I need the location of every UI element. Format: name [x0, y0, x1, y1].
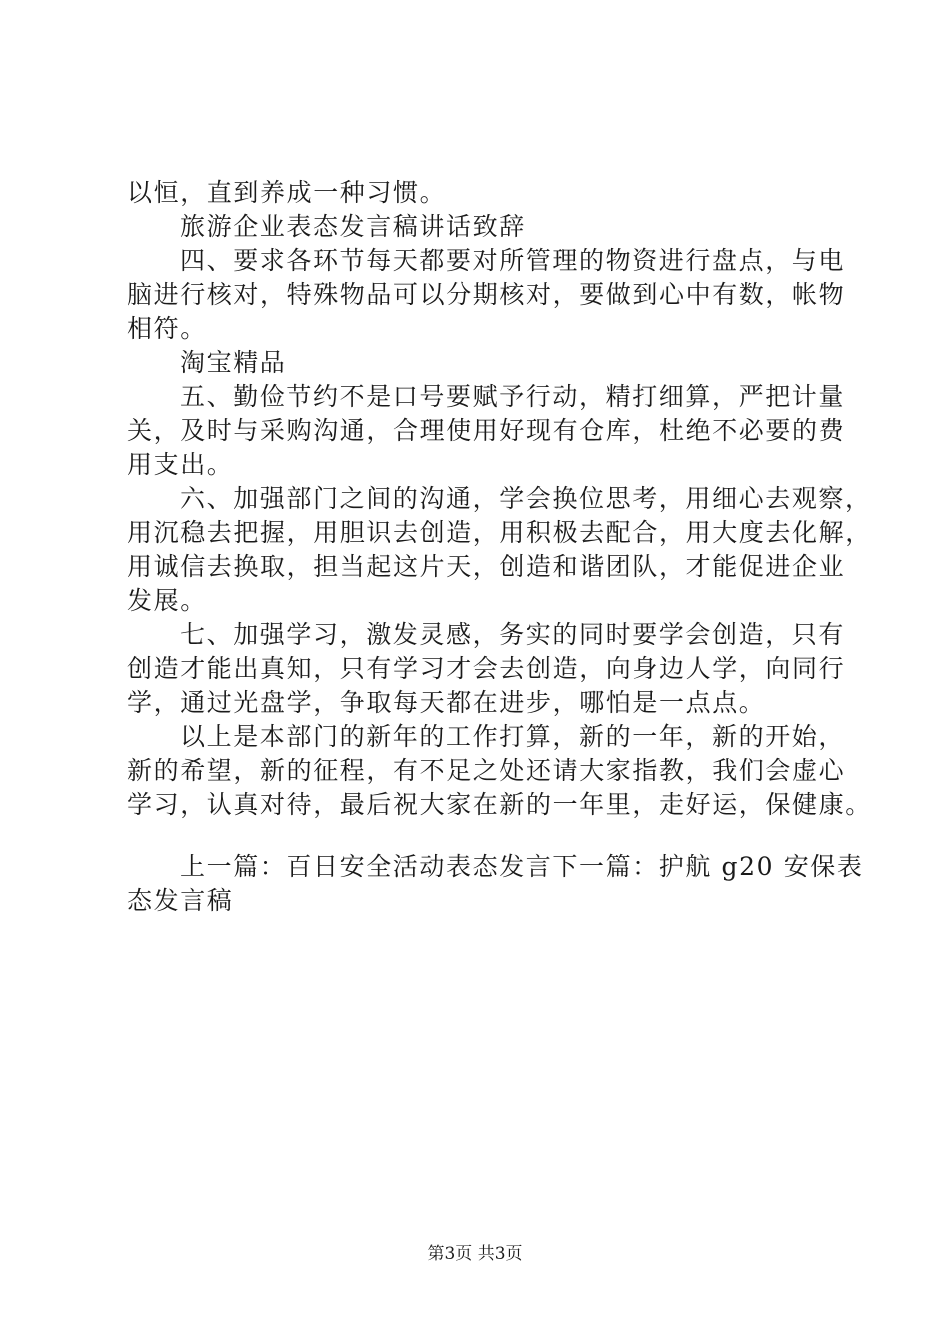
paragraph-line: 学，通过光盘学，争取每天都在进步，哪怕是一点点。 [127, 688, 766, 717]
paragraph-line: 淘宝精品 [180, 348, 287, 377]
paragraph-line: 用支出。 [127, 450, 234, 479]
paragraph-line: 旅游企业表态发言稿讲话致辞 [180, 212, 526, 241]
paragraph-line: 以恒，直到养成一种习惯。 [127, 178, 447, 207]
page-footer: 第3页 共3页 [427, 1244, 523, 1264]
paragraph-line: 相符。 [127, 314, 207, 343]
prev-next-link[interactable]: 上一篇：百日安全活动表态发言下一篇：护航 g20 安保表 [180, 852, 864, 881]
paragraph-line: 发展。 [127, 586, 207, 615]
paragraph-line: 用诚信去换取，担当起这片天，创造和谐团队，才能促进企业 [127, 552, 846, 581]
paragraph-line: 创造才能出真知，只有学习才会去创造，向身边人学，向同行 [127, 654, 846, 683]
paragraph-line: 关，及时与采购沟通，合理使用好现有仓库，杜绝不必要的费 [127, 416, 846, 445]
paragraph-line: 用沉稳去把握，用胆识去创造，用积极去配合，用大度去化解， [127, 518, 872, 547]
paragraph-line: 五、勤俭节约不是口号要赋予行动，精打细算，严把计量 [180, 382, 846, 411]
paragraph-line: 四、要求各环节每天都要对所管理的物资进行盘点，与电 [180, 246, 846, 275]
prev-next-link-continued[interactable]: 态发言稿 [127, 886, 234, 915]
paragraph-line: 新的希望，新的征程，有不足之处还请大家指教，我们会虚心 [127, 756, 846, 785]
paragraph-line: 以上是本部门的新年的工作打算，新的一年，新的开始， [180, 722, 846, 751]
paragraph-line: 七、加强学习，激发灵感，务实的同时要学会创造，只有 [180, 620, 846, 649]
paragraph-line: 六、加强部门之间的沟通，学会换位思考，用细心去观察， [180, 484, 872, 513]
paragraph-line: 脑进行核对，特殊物品可以分期核对，要做到心中有数，帐物 [127, 280, 846, 309]
paragraph-line: 学习，认真对待，最后祝大家在新的一年里，走好运，保健康。 [127, 790, 872, 819]
